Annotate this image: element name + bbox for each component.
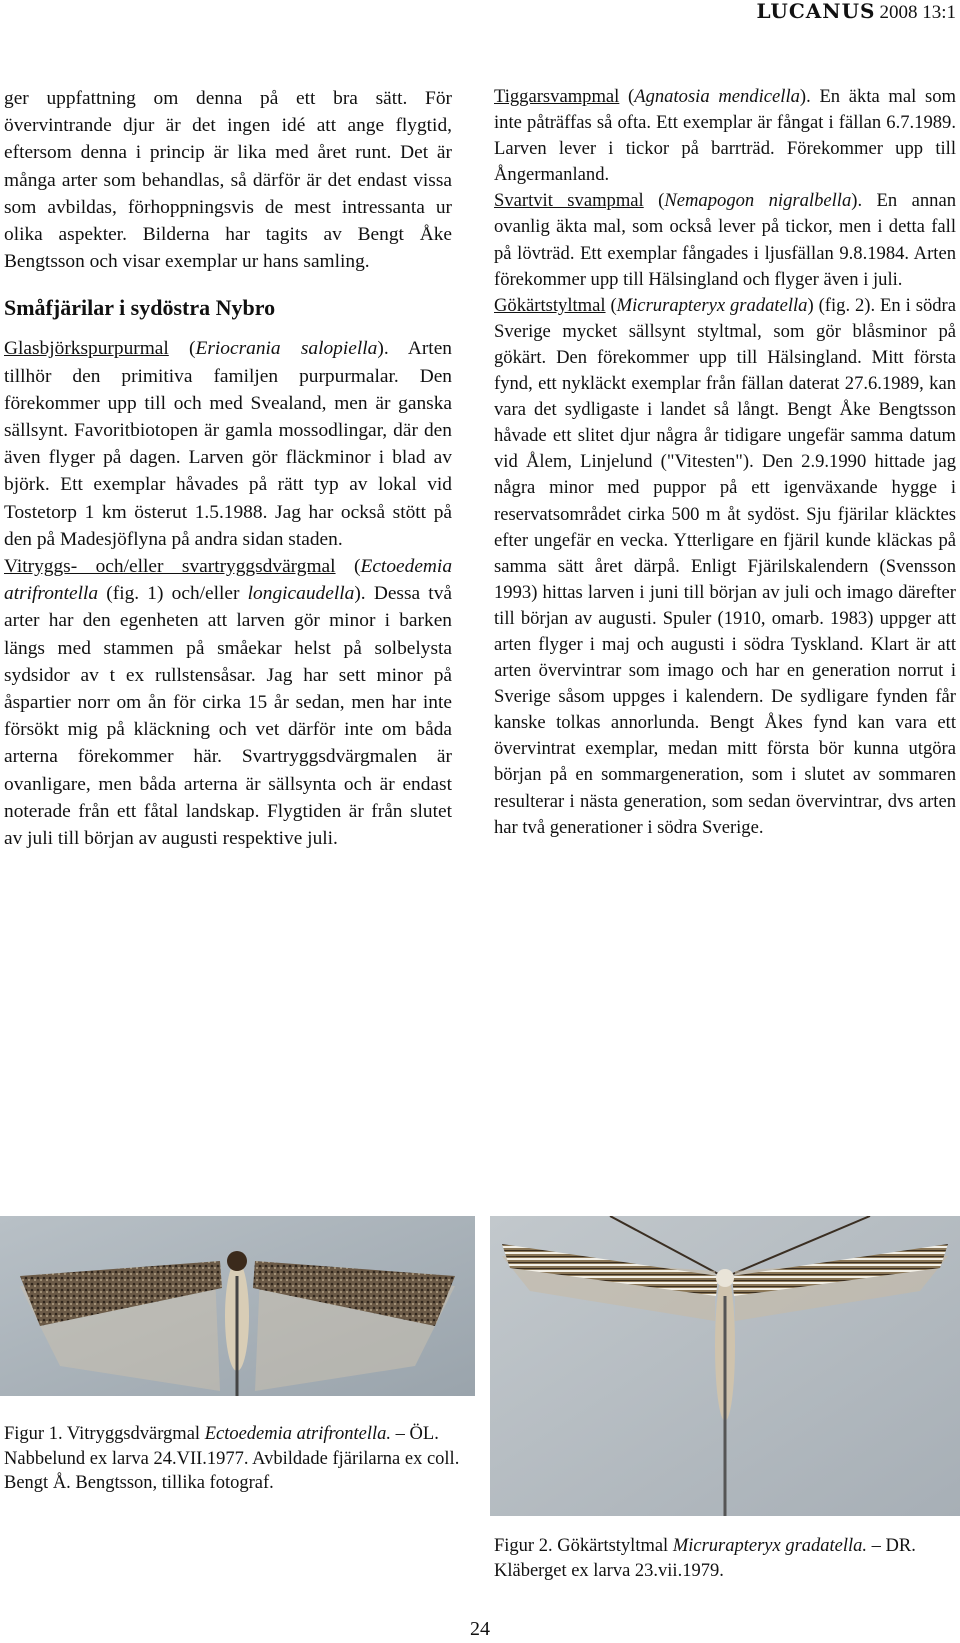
page-header (0, 0, 960, 24)
species-glasbjorkspurpurmal: Glasbjörkspurpurmal (Eriocrania salopiella). Arten tillhör den primitiva familjen purpurmalar. Den förekommer upp till och med Svealand, men är ganska sällsynt. Favoritbiotopen är gamla mossodlingar, där den även flyger på dagen. Larven gör fläckminor i blad av björk. Ett exemplar håvades på rätt typ av lokal vid Tostetorp 1 km österut 1.5.1988. Jag har också stött på den på Madesjöflyna på andra sidan staden. (4, 338, 452, 550)
species-latin: Ectoedemia atrifrontella (4, 556, 453, 605)
caption-latin: Micrurapteryx gradatella. (672, 1536, 868, 1556)
species-text: (fig. 2). En i södra Sverige mycket sällsynt styltmal, som gör blåsminor på gökärt. Den förekommer upp till Hälsingland. Mitt första fynd, ett nykläckt exemplar från fällan daterat 27.6.1989, kan vara det sydligaste i landet så långt. Bengt Åke Bengtsson håvade ett slitet djur några år tidigare ungefär samma datum vid Ålem, Linjelund ("Vitesten"). Den 2.9.1990 hittade jag några minor med puppor på ett igenväxande hygge i reservatsområdet cirka 500 m åt sydöst. Sju fjärilar kläcktes efter ungefär en vecka. Ytterligare en fjäril kunde kläckas på samma sätt året därpå. Enligt Fjärilskalendern (Svensson 1993) hittas larven i juni till början av juli och imago därefter till början av augusti. Spuler (1910, omarb. 1983) uppger att arten flyger i maj och augusti i södra Tyskland. Klart är att arten övervintrar som imago och har en generation norrut i Sverige såsom uppges i kalendern. De sydligare fynden får kanske tolkas annorlunda. Bengt Åkes fynd kan vara ett övervintrat exemplar, medan mitt första bör kunna utgöra början på en sommargeneration, som i slutet av sommaren resulterar i nästa generation, som sedan övervintrar, dvs arten har två generationer i södra Sverige. (494, 294, 956, 838)
figure-2-caption: Figur 2. Gökärtstyltmal Micrurapteryx gradatella. – DR. Kläberget ex larva 23.vii.1979. (494, 1536, 916, 1581)
species-name: Glasbjörkspurpurmal (4, 338, 169, 360)
section-heading: Småfjärilar i sydöstra Nybro (4, 295, 276, 321)
right-column (494, 84, 956, 841)
moth-ectoedemia-image (0, 1216, 475, 1396)
journal-name: LUCANUS (756, 0, 876, 23)
species-latin: Nemapogon nigralbella (664, 190, 852, 212)
moth-micrurapteryx-image (490, 1216, 960, 1516)
species-name: Svartvit svampmal (494, 190, 644, 212)
species-latin-alt: longicaudella (247, 583, 355, 605)
figure-1-caption: Figur 1. Vitryggsdvärgmal Ectoedemia atrifrontella. – ÖL. Nabbelund ex larva 24.VII.1977. Avbildade fjärilarna ex coll. Bengt Å. Bengtsson, tillika fotograf. (4, 1424, 460, 1493)
species-text: Arten tillhör den primitiva familjen purpurmalar. Den förekommer upp till och med Svealand, men är ganska sällsynt. Favoritbiotopen är gamla mossodlingar, där den även flyger på dagen. Larven gör fläckminor i blad av björk. Ett exemplar håvades på rätt typ av lokal vid Tostetorp 1 km österut 1.5.1988. Jag har också stött på den på Madesjöflyna på andra sidan staden. (4, 338, 452, 550)
species-name: Tiggarsvampmal (494, 86, 620, 107)
species-text: En äkta mal som inte påträffas så ofta. Ett exemplar är fångat i fällan 6.7.1989. Larven lever i tickor på barrträd. Förekommer upp till Ångermanland. (494, 86, 956, 186)
species-latin: Eriocrania salopiella (195, 338, 378, 360)
left-column (4, 85, 452, 852)
species-text: Dessa två arter har den egenheten att larven gör minor i barken längs med stammen på småekar helst på solbelysta sydsidor av t ex rullstensåsar. Jag har sett minor på åspartier norr om ån för cirka 15 år sedan, men har inte försökt mig på kläckning och vet därför inte om båda arterna förekommer här. Svartryggsdvärgmalen är ovanligare, men båda arterna är sällsynta och är endast noterade från ett fåtal landskap. Flygtiden är från slutet av juli till början av augusti respektive juli. (4, 583, 452, 850)
species-tiggarsvampmal: Tiggarsvampmal (Agnatosia mendicella). En äkta mal som inte påträffas så ofta. Ett exemplar är fångat i fällan 6.7.1989. Larven lever i tickor på barrträd. Förekommer upp till Ångermanland. (494, 86, 956, 186)
issue-number: 2008 13:1 (879, 2, 956, 23)
species-latin: Agnatosia mendicella (634, 86, 800, 107)
species-text: En annan ovanlig äkta mal, som också lever på tickor, men i detta fall på lövträd. Ett exemplar fångades i ljusfällan 9.8.1984. Arten förekommer upp till Hälsingland och flyger även i juli. (494, 190, 956, 290)
species-vitryggsdvargmal: Vitryggs- och/eller svartryggsdvärgmal (Ectoedemia atrifrontella (fig. 1) och/eller longicaudella). Dessa två arter har den egenheten att larven gör minor i barken längs med stammen på småekar helst på solbelysta sydsidor av t ex rullstensåsar. Jag har sett minor på åspartier norr om ån för cirka 15 år sedan, men har inte försökt mig på kläckning och vet därför inte om båda arterna förekommer här. Svartryggsdvärgmalen är ovanligare, men båda arterna är sällsynta och är endast noterade från ett fåtal landskap. Flygtiden är från slutet av juli till början av augusti respektive juli. (4, 556, 453, 850)
page-number: 24 (470, 1618, 490, 1640)
species-name: Vitryggs- och/eller svartryggsdvärgmal (4, 556, 336, 578)
figure-2-photo (490, 1216, 960, 1516)
intro-paragraph: ger uppfattning om denna på ett bra sätt. För övervintrande djur är det ingen idé att ange flygtid, eftersom denna i princip är lika med året runt. Det är många arter som behandlas, så därför är det endast vissa som avbildas, förhoppningsvis de mest intressanta ur olika aspekter. Bilderna har tagits av Bengt Åke Bengtsson och visar exemplar ur hans samling. (4, 88, 452, 273)
species-latin: Micrurapteryx gradatella (616, 294, 808, 316)
caption-latin: Ectoedemia atrifrontella. (204, 1424, 392, 1444)
species-name: Gökärtstyltmal (494, 294, 606, 316)
figure-1-photo (0, 1216, 475, 1396)
species-gokartstyltmal: Gökärtstyltmal (Micrurapteryx gradatella) (fig. 2). En i södra Sverige mycket sällsynt styltmal, som gör blåsminor på gökärt. Den förekommer upp till Hälsingland. Mitt första fynd, ett nykläckt exemplar från fällan daterat 27.6.1989, kan vara det sydligaste i landet så långt. Bengt Åke Bengtsson håvade ett slitet djur några år tidigare ungefär samma datum vid Ålem, Linjelund ("Vitesten"). Den 2.9.1990 hittade jag några minor med puppor på ett igenväxande hygge i reservatsområdet cirka 500 m åt sydöst. Sju fjärilar kläcktes efter ungefär en vecka. Ytterligare en fjäril kunde kläckas på samma sätt året därpå. Enligt Fjärilskalendern (Svensson 1993) hittas larven i juni till början av juli och imago därefter till början av augusti. Spuler (1910, omarb. 1983) uppger att arten flyger i maj och augusti i södra Tyskland. Klart är att arten övervintrar som imago och har en generation norrut i Sverige såsom uppges i kalendern. De sydligare fynden får kanske tolkas annorlunda. Bengt Åkes fynd kan vara ett övervintrat exemplar, medan mitt första bör kunna utgöra början på en sommargeneration, som i slutet av sommaren resulterar i nästa generation, som sedan övervintrar, dvs arten har två generationer i södra Sverige. (494, 294, 956, 838)
species-svartvit-svampmal: Svartvit svampmal (Nemapogon nigralbella). En annan ovanlig äkta mal, som också lever på tickor, men i detta fall på lövträd. Ett exemplar fångades i ljusfällan 9.8.1984. Arten förekommer upp till Hälsingland och flyger även i juli. (494, 190, 956, 290)
figure-reference: (fig. 1) och/eller (106, 583, 240, 605)
